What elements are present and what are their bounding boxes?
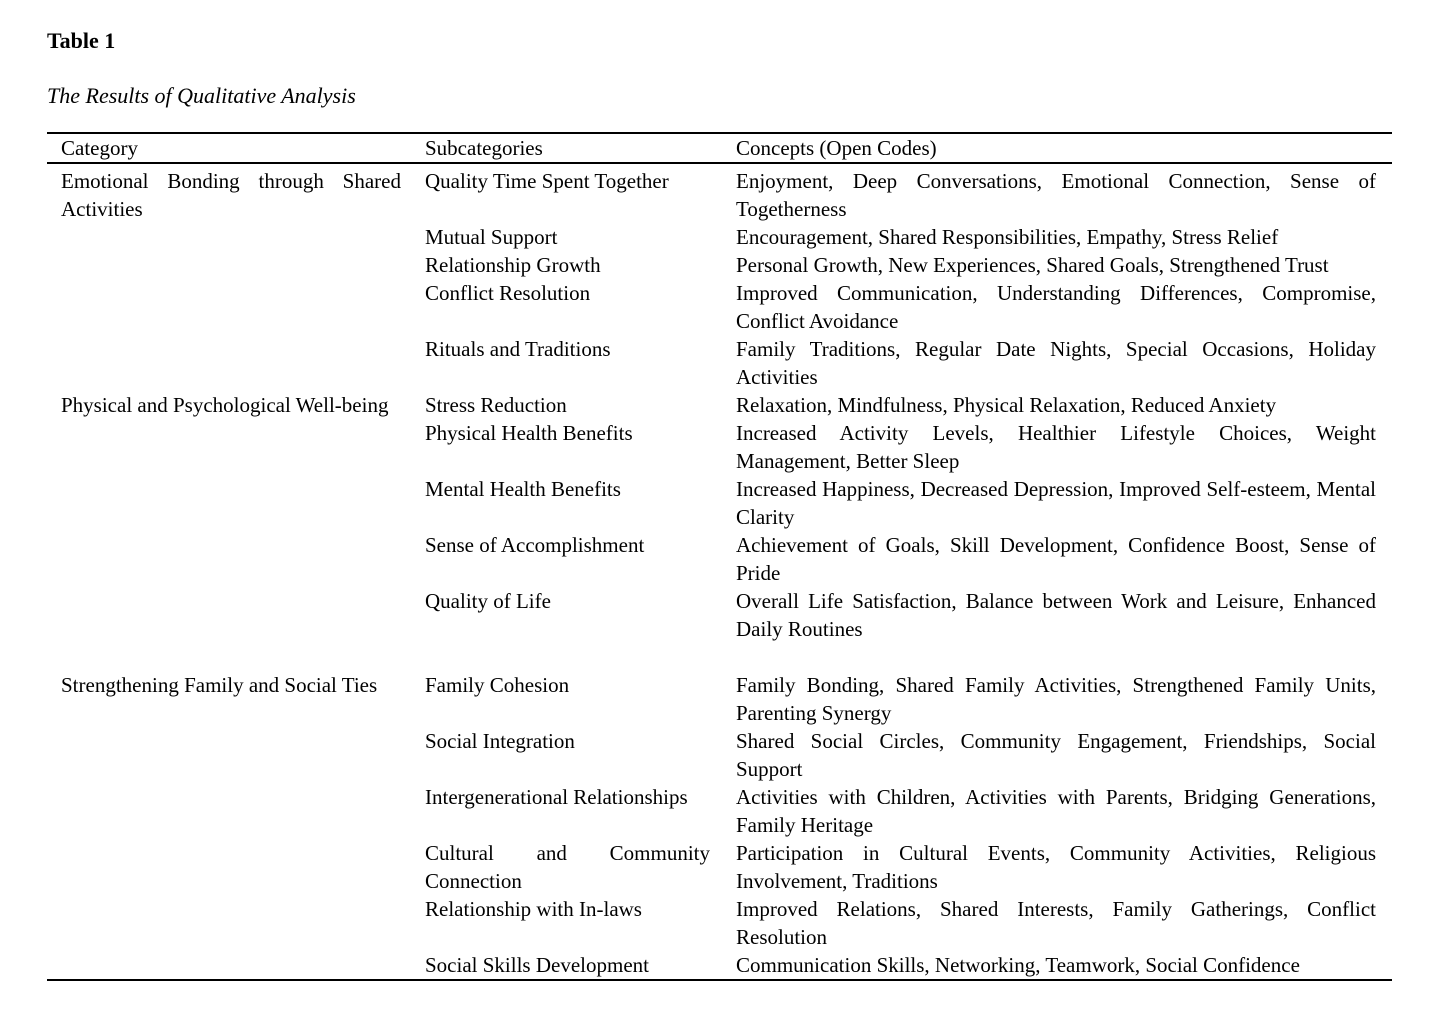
subcategory-cell: Quality of Life (425, 589, 551, 613)
subcategory-cell: Cultural and Community Connection (425, 841, 710, 893)
category-cell: Emotional Bonding through Shared Activities (61, 169, 401, 221)
concepts-cell: Shared Social Circles, Community Engagement, Friendships, Social Support (736, 729, 1376, 781)
qualitative-analysis-table (47, 132, 1392, 981)
concepts-cell: Encouragement, Shared Responsibilities, Empathy, Stress Relief (736, 225, 1279, 249)
subcategory-cell: Physical Health Benefits (425, 421, 633, 445)
concepts-cell: Activities with Children, Activities with Parents, Bridging Generations, Family Heritage (736, 785, 1376, 837)
header-category: Category (47, 133, 425, 163)
concepts-cell: Communication Skills, Networking, Teamwork, Social Confidence (736, 953, 1300, 977)
header-subcategories: Subcategories (425, 133, 736, 163)
subcategory-cell: Social Skills Development (425, 953, 649, 977)
subcategory-cell: Family Cohesion (425, 673, 570, 697)
subcategory-cell: Quality Time Spent Together (425, 169, 669, 193)
concepts-cell: Enjoyment, Deep Conversations, Emotional Connection, Sense of Togetherness (736, 169, 1376, 221)
group-spacer-row (47, 643, 1392, 671)
concepts-cell: Improved Relations, Shared Interests, Family Gatherings, Conflict Resolution (736, 897, 1376, 949)
subcategory-cell: Relationship with In-laws (425, 897, 642, 921)
subcategory-cell: Intergenerational Relationships (425, 785, 688, 809)
category-cell: Physical and Psychological Well-being (61, 393, 389, 417)
concepts-cell: Relaxation, Mindfulness, Physical Relaxation, Reduced Anxiety (736, 393, 1277, 417)
table-row (47, 671, 1392, 727)
table-header-row (47, 133, 1392, 163)
concepts-cell: Overall Life Satisfaction, Balance between Work and Leisure, Enhanced Daily Routines (736, 589, 1376, 641)
subcategory-cell: Relationship Growth (425, 253, 601, 277)
concepts-cell: Improved Communication, Understanding Differences, Compromise, Conflict Avoidance (736, 281, 1376, 333)
subcategory-cell: Mental Health Benefits (425, 477, 621, 501)
concepts-cell: Participation in Cultural Events, Community Activities, Religious Involvement, Traditions (736, 841, 1376, 893)
subcategory-cell: Conflict Resolution (425, 281, 591, 305)
concepts-cell: Increased Activity Levels, Healthier Lifestyle Choices, Weight Management, Better Sleep (736, 421, 1376, 473)
subcategory-cell: Stress Reduction (425, 393, 567, 417)
table-caption: The Results of Qualitative Analysis (47, 83, 356, 108)
table-row (47, 391, 1392, 419)
subcategory-cell: Sense of Accomplishment (425, 533, 645, 557)
spacer-cell (47, 643, 1392, 671)
table-label: Table 1 (47, 28, 116, 53)
concepts-cell: Increased Happiness, Decreased Depression, Improved Self-esteem, Mental Clarity (736, 477, 1376, 529)
category-cell: Strengthening Family and Social Ties (61, 673, 378, 697)
concepts-cell: Achievement of Goals, Skill Development, Confidence Boost, Sense of Pride (736, 533, 1376, 585)
concepts-cell: Family Bonding, Shared Family Activities, Strengthened Family Units, Parenting Synergy (736, 673, 1376, 725)
concepts-cell: Family Traditions, Regular Date Nights, Special Occasions, Holiday Activities (736, 337, 1376, 389)
subcategory-cell: Rituals and Traditions (425, 337, 611, 361)
table-row (47, 163, 1392, 223)
concepts-cell: Personal Growth, New Experiences, Shared Goals, Strengthened Trust (736, 253, 1329, 277)
subcategory-cell: Social Integration (425, 729, 575, 753)
header-concepts: Concepts (Open Codes) (736, 133, 1392, 163)
subcategory-cell: Mutual Support (425, 225, 558, 249)
